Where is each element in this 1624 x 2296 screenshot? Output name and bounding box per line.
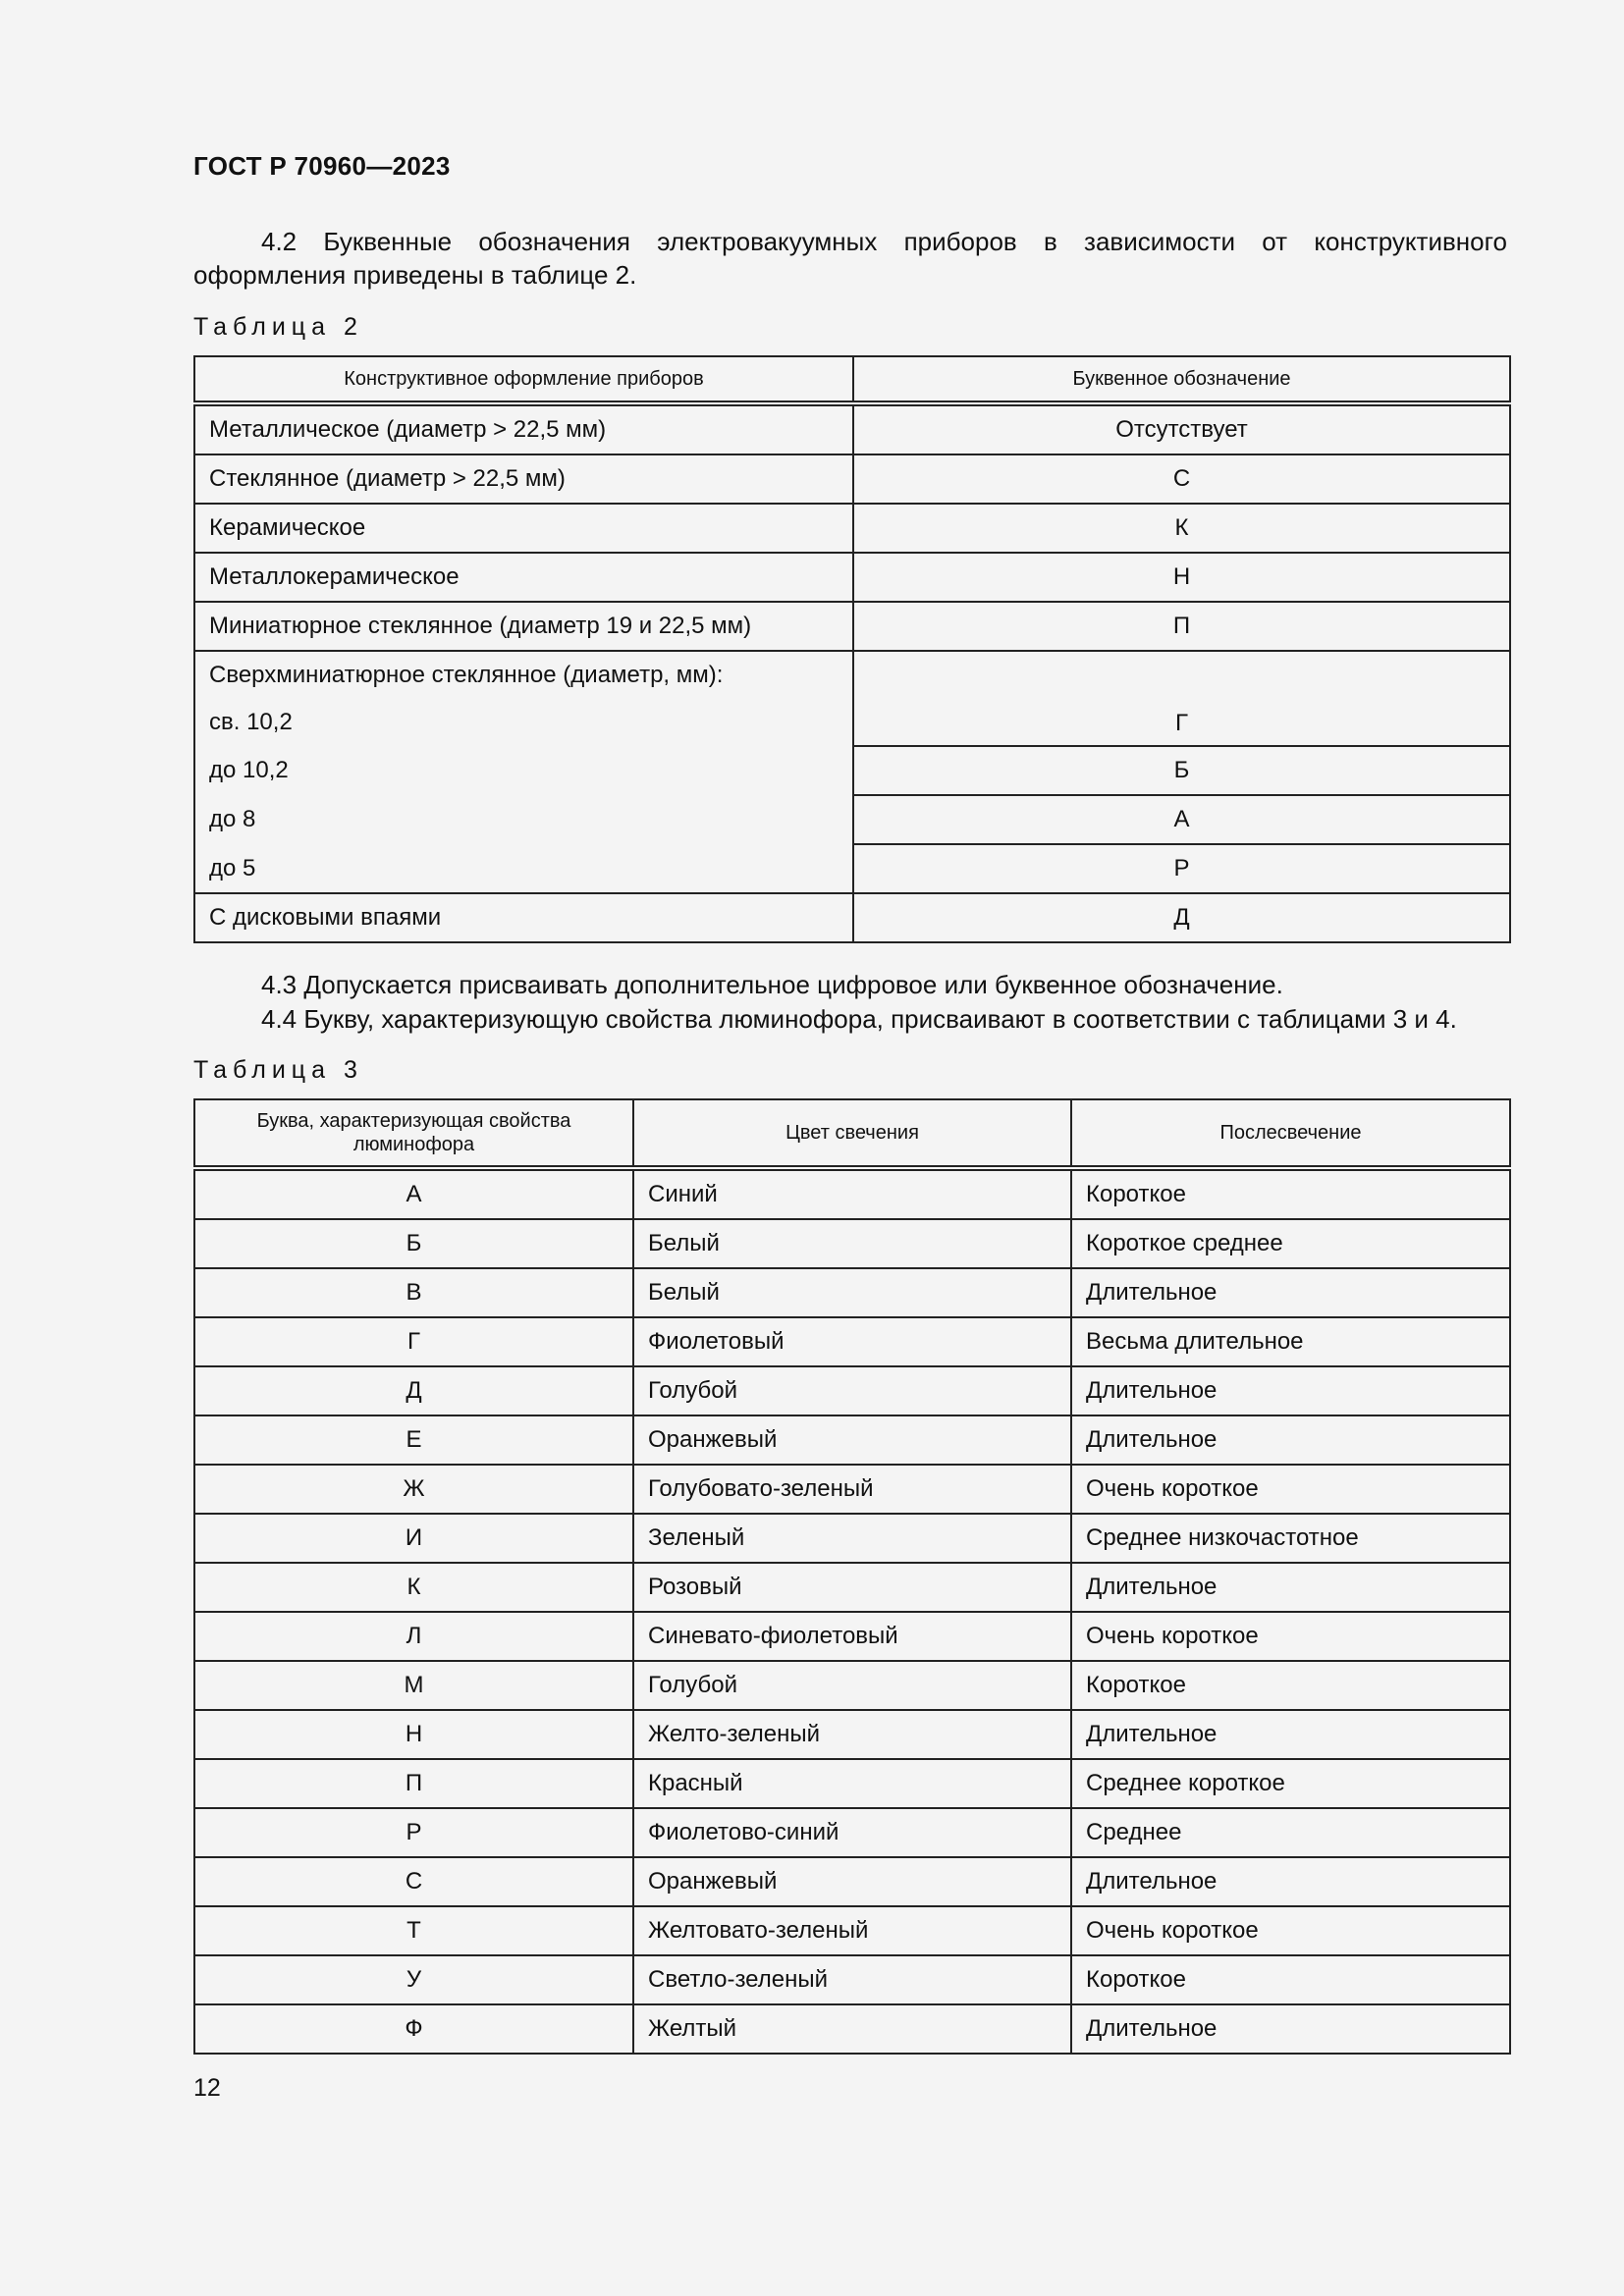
paragraph-4-3-text: 4.3 Допускается присваивать дополнительное цифровое или буквенное обозначение.: [261, 970, 1283, 999]
table-cell: Длительное: [1071, 1710, 1510, 1759]
table-row: [194, 1612, 1510, 1661]
table-cell: Длительное: [1071, 1563, 1510, 1612]
table-row: [194, 1759, 1510, 1808]
table-cell: Длительное: [1071, 1366, 1510, 1415]
table-cell: С: [853, 454, 1510, 504]
table-row: [194, 1219, 1510, 1268]
table-cell: Короткое: [1071, 1168, 1510, 1219]
table-cell: Весьма длительное: [1071, 1317, 1510, 1366]
table-row: [194, 602, 1510, 651]
table-row: [194, 1268, 1510, 1317]
table-cell: Голубой: [633, 1661, 1071, 1710]
table-cell: Среднее: [1071, 1808, 1510, 1857]
table-cell: Среднее короткое: [1071, 1759, 1510, 1808]
table-cell: Желто-зеленый: [633, 1710, 1071, 1759]
table-cell: Красный: [633, 1759, 1071, 1808]
table-cell: К: [853, 504, 1510, 553]
table-3-header-row: [194, 1099, 1510, 1168]
table-cell: В: [194, 1268, 633, 1317]
paragraph-4-2: [193, 225, 1507, 292]
table-cell: С: [194, 1857, 633, 1906]
table-cell: Миниатюрное стеклянное (диаметр 19 и 22,5 мм): [194, 602, 853, 651]
table-cell: Оранжевый: [633, 1857, 1071, 1906]
table-cell: Отсутствует: [853, 403, 1510, 454]
table-cell: Е: [194, 1415, 633, 1465]
table-cell: Розовый: [633, 1563, 1071, 1612]
table-3-caption: Таблица 3: [193, 1056, 363, 1084]
table-cell: Керамическое: [194, 504, 853, 553]
table-2-header-row: [194, 356, 1510, 403]
table-cell: Очень короткое: [1071, 1906, 1510, 1955]
table-cell: С дисковыми впаями: [194, 893, 853, 942]
table-2-header-designation: Буквенное обозначение: [853, 356, 1510, 403]
paragraph-4-4: [193, 1002, 1507, 1036]
table-cell: Ж: [194, 1465, 633, 1514]
table-cell: до 5: [194, 844, 853, 893]
table-3-header-letter: Буква, характеризующая свойства люминофора: [194, 1099, 633, 1168]
table-3-header-color: Цвет свечения: [633, 1099, 1071, 1168]
table-cell: Фиолетово-синий: [633, 1808, 1071, 1857]
table-cell: А: [853, 795, 1510, 844]
table-row: [194, 1168, 1510, 1219]
table-cell: У: [194, 1955, 633, 2004]
table-row: [194, 1563, 1510, 1612]
table-cell: Белый: [633, 1268, 1071, 1317]
paragraph-4-4-text: 4.4 Букву, характеризующую свойства люминофора, присваивают в соответствии с таблицами 3 и 4.: [261, 1004, 1457, 1034]
table-cell: Длительное: [1071, 2004, 1510, 2054]
table-cell: К: [194, 1563, 633, 1612]
table-cell: Желтовато-зеленый: [633, 1906, 1071, 1955]
table-row: [194, 1415, 1510, 1465]
table-row: [194, 1366, 1510, 1415]
table-cell: Очень короткое: [1071, 1465, 1510, 1514]
table-row: [194, 1955, 1510, 2004]
paragraph-4-3: [193, 968, 1507, 1001]
table-row: [194, 651, 1510, 699]
table-cell: Оранжевый: [633, 1415, 1071, 1465]
table-row: [194, 403, 1510, 454]
table-cell: Б: [194, 1219, 633, 1268]
table-row: [194, 844, 1510, 893]
table-cell: Металлокерамическое: [194, 553, 853, 602]
table-2-header-construction: Конструктивное оформление приборов: [194, 356, 853, 403]
table-cell: Фиолетовый: [633, 1317, 1071, 1366]
table-cell: до 10,2: [194, 746, 853, 795]
table-cell: Очень короткое: [1071, 1612, 1510, 1661]
table-row: [194, 1317, 1510, 1366]
table-row: [194, 893, 1510, 942]
page-number: 12: [193, 2074, 221, 2102]
document-header: ГОСТ Р 70960—2023: [193, 151, 451, 181]
table-cell: Зеленый: [633, 1514, 1071, 1563]
table-3-header-afterglow: Послесвечение: [1071, 1099, 1510, 1168]
table-row: [194, 553, 1510, 602]
table-cell: Длительное: [1071, 1268, 1510, 1317]
table-2: [193, 355, 1511, 943]
table-cell: Н: [194, 1710, 633, 1759]
table-2-caption: Таблица 2: [193, 313, 363, 341]
table-cell: Д: [853, 893, 1510, 942]
table-cell: Стеклянное (диаметр > 22,5 мм): [194, 454, 853, 504]
table-cell: Л: [194, 1612, 633, 1661]
table-cell: П: [194, 1759, 633, 1808]
table-3-body: [194, 1168, 1510, 2054]
table-row: [194, 1906, 1510, 1955]
table-cell: И: [194, 1514, 633, 1563]
table-cell: Ф: [194, 2004, 633, 2054]
table-cell: П: [853, 602, 1510, 651]
paragraph-4-2-text: 4.2 Буквенные обозначения электровакуумных приборов в зависимости от конструктивного оформления приведены в таблице 2.: [193, 227, 1507, 290]
table-cell: до 8: [194, 795, 853, 844]
table-cell: Н: [853, 553, 1510, 602]
table-2-group-label: Сверхминиатюрное стеклянное (диаметр, мм):: [194, 651, 853, 699]
table-cell: Р: [853, 844, 1510, 893]
table-cell: Короткое среднее: [1071, 1219, 1510, 1268]
table-cell: Г: [194, 1317, 633, 1366]
table-cell: М: [194, 1661, 633, 1710]
table-cell: А: [194, 1168, 633, 1219]
table-row: [194, 1710, 1510, 1759]
table-row: [194, 454, 1510, 504]
table-row: [194, 1514, 1510, 1563]
table-cell: Среднее низкочастотное: [1071, 1514, 1510, 1563]
table-cell: Г: [853, 651, 1510, 746]
table-row: [194, 1808, 1510, 1857]
table-row: [194, 504, 1510, 553]
table-row: [194, 1465, 1510, 1514]
table-row: [194, 1661, 1510, 1710]
table-3: [193, 1098, 1511, 2055]
table-cell: Короткое: [1071, 1955, 1510, 2004]
table-cell: Синий: [633, 1168, 1071, 1219]
table-cell: Белый: [633, 1219, 1071, 1268]
table-cell: Голубой: [633, 1366, 1071, 1415]
table-cell: Д: [194, 1366, 633, 1415]
table-cell: Голубовато-зеленый: [633, 1465, 1071, 1514]
table-cell: Длительное: [1071, 1415, 1510, 1465]
table-cell: Желтый: [633, 2004, 1071, 2054]
table-cell: Б: [853, 746, 1510, 795]
table-cell: Т: [194, 1906, 633, 1955]
table-row: [194, 746, 1510, 795]
table-cell: св. 10,2: [194, 699, 853, 746]
table-row: [194, 2004, 1510, 2054]
table-cell: Короткое: [1071, 1661, 1510, 1710]
table-cell: Светло-зеленый: [633, 1955, 1071, 2004]
table-cell: Металлическое (диаметр > 22,5 мм): [194, 403, 853, 454]
table-cell: Синевато-фиолетовый: [633, 1612, 1071, 1661]
table-cell: Длительное: [1071, 1857, 1510, 1906]
table-row: [194, 1857, 1510, 1906]
table-row: [194, 795, 1510, 844]
table-cell: Р: [194, 1808, 633, 1857]
